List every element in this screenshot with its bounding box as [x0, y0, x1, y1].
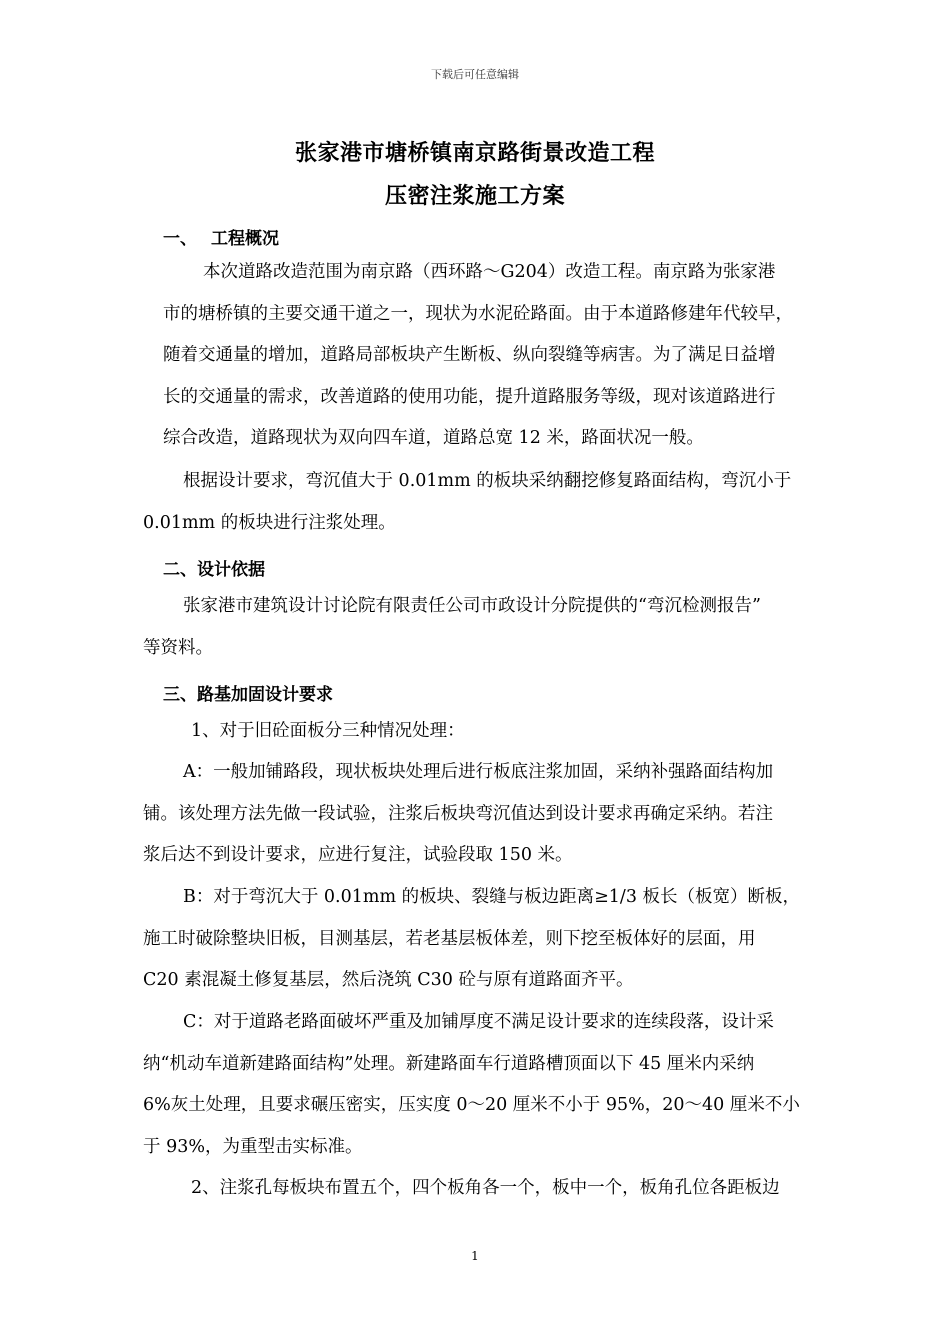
section-3-item-1: [143, 711, 843, 753]
paragraph-line: 市的塘桥镇的主要交通干道之一，现状为水泥砼路面。由于本道路修建年代较早，: [163, 303, 793, 324]
paragraph-line: 综合改造，道路现状为双向四车道，道路总宽 12 米，路面状况一般。: [163, 428, 704, 448]
section-2-paragraph: [143, 586, 843, 669]
paragraph-line: B：对于弯沉大于 0.01mm 的板块、裂缝与板边距离≥1/3 板长（板宽）断板，: [183, 887, 801, 907]
paragraph-line: 于 93%，为重型击实标准。: [143, 1136, 363, 1157]
paragraph-line: 2、注浆孔每板块布置五个，四个板角各一个，板中一个，板角孔位各距板边: [191, 1178, 780, 1198]
section-3-heading: 三、路基加固设计要求: [163, 685, 333, 705]
paragraph-line: 0.01mm 的板块进行注浆处理。: [143, 512, 396, 533]
paragraph-line: C20 素混凝土修复基层，然后浇筑 C30 砼与原有道路面齐平。: [143, 970, 634, 990]
paragraph-line: 长的交通量的需求，改善道路的使用功能，提升道路服务等级，现对该道路进行: [163, 386, 776, 407]
section-3-item-a: [143, 752, 843, 877]
paragraph-line: 6%灰土处理，且要求碾压密实，压实度 0～20 厘米不小于 95%，20～40 厘米不小: [143, 1095, 800, 1115]
section-1-paragraph-1: [163, 252, 863, 460]
section-3-item-c: [143, 1002, 843, 1168]
paragraph-line: 随着交通量的增加，道路局部板块产生断板、纵向裂缝等病害。为了满足日益增: [163, 345, 776, 365]
paragraph-line: A：一般加铺路段，现状板块处理后进行板底注浆加固，采纳补强路面结构加: [183, 762, 774, 782]
document-title: 张家港市塘桥镇南京路街景改造工程: [294, 140, 655, 166]
paragraph-line: 1、对于旧砼面板分三种情况处理：: [191, 721, 465, 741]
document-subtitle: 压密注浆施工方案: [384, 183, 565, 209]
section-1-paragraph-2: [143, 461, 843, 544]
section-1-number: 一、: [163, 229, 197, 249]
section-3-item-b: [143, 877, 843, 1002]
section-1-title: 工程概况: [211, 229, 279, 249]
section-1-heading: [163, 224, 279, 249]
paragraph-line: 纳“机动车道新建路面结构”处理。新建路面车行道路槽顶面以下 45 厘米内采纳: [143, 1053, 755, 1074]
section-3-item-2: [143, 1168, 843, 1210]
paragraph-line: 铺。该处理方法先做一段试验，注浆后板块弯沉值达到设计要求再确定采纳。若注: [143, 803, 773, 824]
paragraph-line: C：对于道路老路面破坏严重及加铺厚度不满足设计要求的连续段落，设计采: [183, 1012, 774, 1032]
paragraph-line: 根据设计要求，弯沉值大于 0.01mm 的板块采纳翻挖修复路面结构，弯沉小于: [183, 471, 792, 491]
section-2-heading: 二、设计依据: [163, 560, 265, 580]
paragraph-line: 张家港市建筑设计讨论院有限责任公司市政设计分院提供的“弯沉检测报告”: [183, 596, 761, 616]
paragraph-line: 本次道路改造范围为南京路（西环路～G204）改造工程。南京路为张家港: [203, 262, 776, 282]
paragraph-line: 等资料。: [143, 637, 213, 658]
paragraph-line: 施工时破除整块旧板，目测基层，若老基层板体差，则下挖至板体好的层面，用: [143, 928, 756, 949]
page-number: 1: [471, 1249, 479, 1263]
paragraph-line: 浆后达不到设计要求，应进行复注，试验段取 150 米。: [143, 845, 573, 865]
page-header: 下载后可任意编辑: [431, 68, 519, 81]
